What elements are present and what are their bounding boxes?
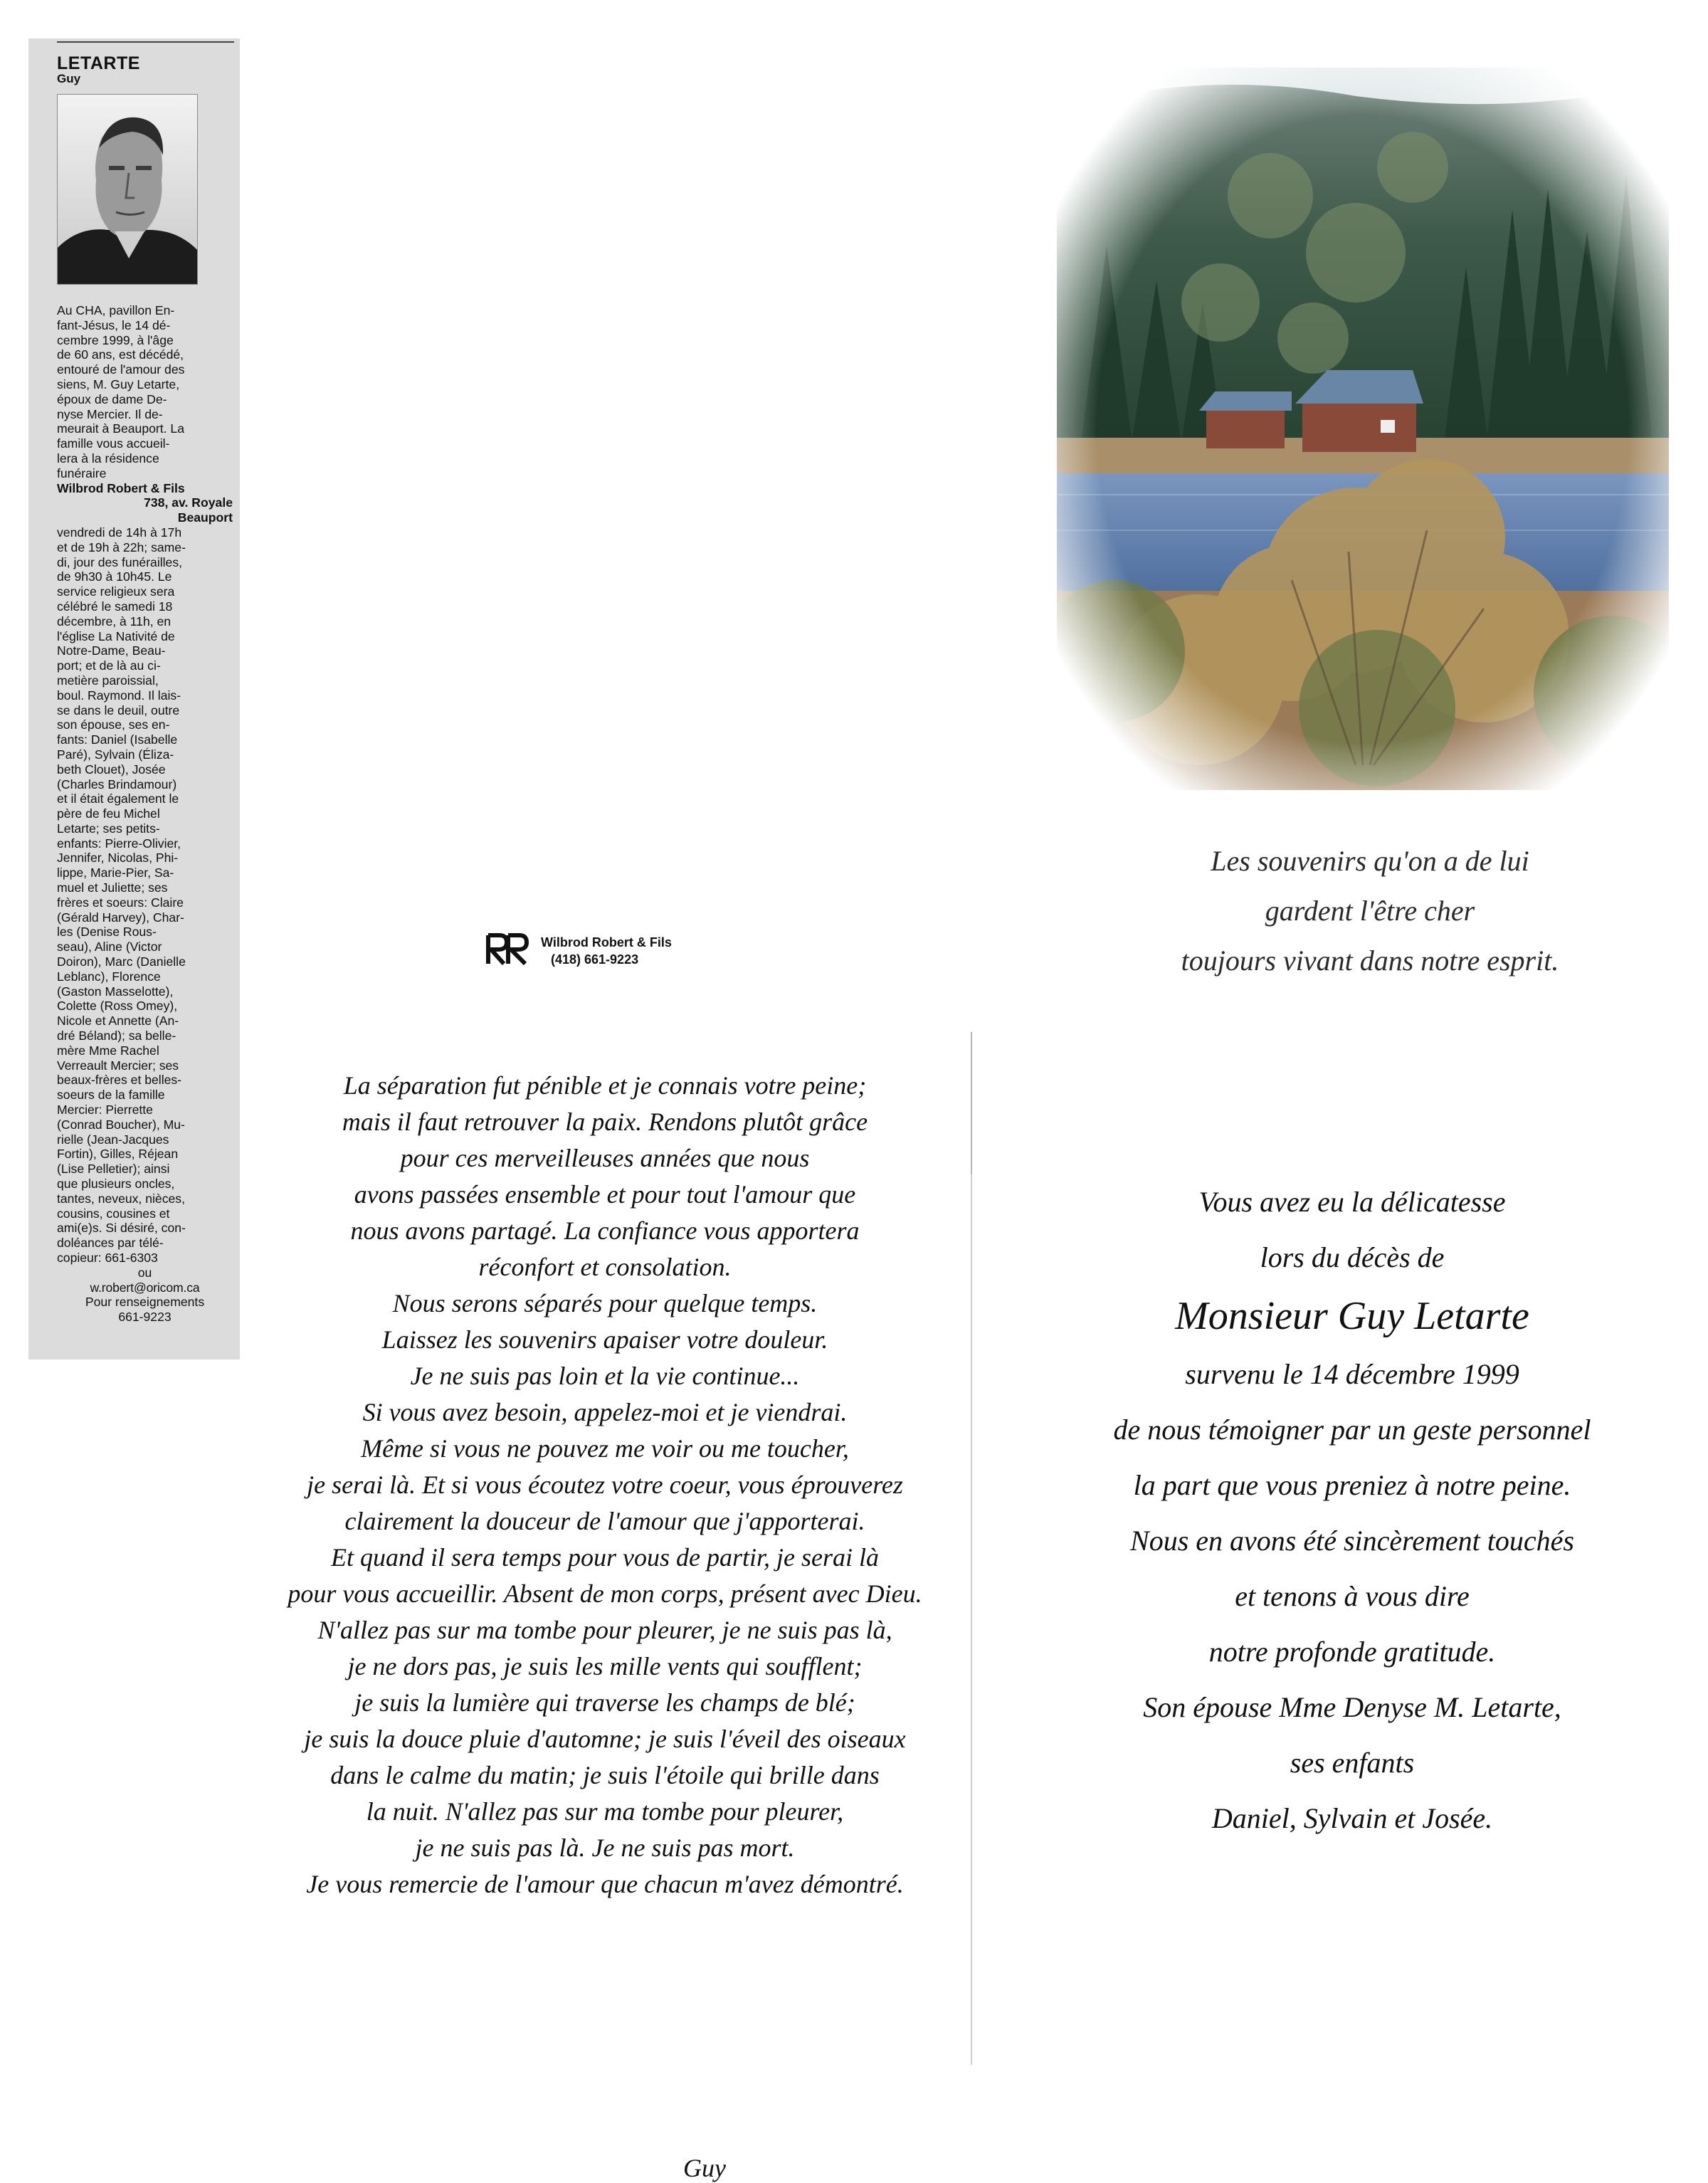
- obituary-line: fant-Jésus, le 14 dé-: [57, 317, 171, 332]
- obituary-line: ami(e)s. Si désiré, con-: [57, 1221, 186, 1236]
- obituary-line: que plusieurs oncles,: [57, 1177, 175, 1192]
- obituary-line: Nicole et Annette (An-: [57, 1014, 179, 1029]
- obituary-line: fants: Daniel (Isabelle: [57, 732, 178, 747]
- obituary-line: son épouse, ses en-: [57, 717, 170, 732]
- poem-line: mais il faut retrouver la paix. Rendons plutôt grâce: [342, 1108, 868, 1136]
- poem-line: la nuit. N'allez pas sur ma tombe pour pleurer,: [366, 1797, 844, 1826]
- poem-line: Si vous avez besoin, appelez-moi et je viendrai.: [362, 1398, 848, 1426]
- obituary-line: seau), Aline (Victor: [57, 940, 162, 954]
- obituary-line: funéraire: [57, 465, 107, 480]
- obituary-line: Mercier: Pierrette: [57, 1103, 153, 1117]
- poem-line: Nous serons séparés pour quelque temps.: [392, 1289, 818, 1317]
- obituary-line: soeurs de la famille: [57, 1088, 165, 1103]
- obituary-line: époux de dame De-: [57, 391, 167, 406]
- obituary-line: enfants: Pierre-Olivier,: [57, 836, 181, 851]
- obituary-line: cousins, cousines et: [57, 1206, 170, 1221]
- obituary-contact-or: ou: [137, 1265, 152, 1280]
- rr-monogram-icon: [485, 932, 529, 967]
- clipping-top-rule: [57, 41, 234, 43]
- poem-line: avons passées ensemble et pour tout l'amour que: [354, 1180, 856, 1209]
- obituary-line: (Conrad Boucher), Mu-: [57, 1117, 185, 1132]
- obituary-line: metière paroissial,: [57, 673, 159, 688]
- thanks-line: de nous témoigner par un geste personnel: [1113, 1414, 1591, 1446]
- obituary-funeral-home-city: Beauport: [177, 510, 233, 525]
- obituary-surname: LETARTE: [57, 53, 140, 73]
- obituary-line: décembre, à 11h, en: [57, 614, 172, 628]
- obituary-line: lera à la résidence: [57, 451, 159, 465]
- obituary-funeral-home-street: 738, av. Royale: [144, 495, 233, 510]
- funeral-home-logo: [485, 932, 699, 971]
- poem-line: Je vous remercie de l'amour que chacun m'avez démontré.: [306, 1870, 904, 1898]
- obituary-line: lippe, Marie-Pier, Sa-: [57, 866, 174, 880]
- obituary-line: port; et de là au ci-: [57, 658, 161, 673]
- obituary-line: nyse Mercier. Il de-: [57, 406, 163, 421]
- poem-signature: Guy: [683, 2154, 726, 2182]
- obituary-contact-email: w.robert@oricom.ca: [90, 1280, 200, 1295]
- funeral-home-name: Wilbrod Robert & Fils: [541, 935, 672, 950]
- obituary-given-name: Guy: [57, 72, 81, 85]
- obituary-line: de 9h30 à 10h45. Le: [57, 569, 172, 584]
- poem-lines: [214, 1068, 996, 1903]
- obituary-line: (Lise Pelletier); ainsi: [57, 1162, 170, 1177]
- obituary-line: service religieux sera: [57, 584, 175, 599]
- obituary-line: Leblanc), Florence: [57, 969, 161, 984]
- obituary-line: beth Clouet), Josée: [57, 762, 166, 777]
- thank-you-message: [1025, 1174, 1680, 1846]
- obituary-line: père de feu Michel: [57, 806, 160, 821]
- obituary-line: Fortin), Gilles, Réjean: [57, 1147, 179, 1162]
- obituary-line: doléances par télé-: [57, 1236, 164, 1251]
- obituary-line: rielle (Jean-Jacques: [57, 1132, 169, 1147]
- obituary-line: boul. Raymond. Il lais-: [57, 688, 181, 703]
- poem-line: pour vous accueillir. Absent de mon corps, présent avec Dieu.: [288, 1579, 922, 1608]
- obituary-line: siens, M. Guy Letarte,: [57, 377, 180, 391]
- quote-line: toujours vivant dans notre esprit.: [1181, 945, 1559, 977]
- obituary-line: Colette (Ross Omey),: [57, 999, 178, 1014]
- card-fold-shadow: [971, 1032, 972, 1174]
- farewell-poem: [214, 1068, 996, 2182]
- obituary-line: Verreault Mercier; ses: [57, 1058, 179, 1073]
- poem-line: je ne suis pas là. Je ne suis pas mort.: [415, 1834, 795, 1862]
- obituary-line: Jennifer, Nicolas, Phi-: [57, 851, 179, 866]
- poem-line: réconfort et consolation.: [478, 1253, 732, 1281]
- poem-line: je suis la lumière qui traverse les champs de blé;: [354, 1688, 855, 1717]
- card-fold-line: [971, 1032, 972, 2065]
- poem-line: La séparation fut pénible et je connais votre peine;: [343, 1071, 867, 1100]
- obituary-text: [57, 303, 233, 1325]
- obituary-line: (Charles Brindamour): [57, 777, 177, 791]
- poem-line: Laissez les souvenirs apaiser votre douleur.: [381, 1325, 828, 1354]
- poem-line: Je ne suis pas loin et la vie continue...: [410, 1362, 800, 1390]
- thanks-line: lors du décès de: [1260, 1241, 1445, 1273]
- obituary-line: di, jour des funérailles,: [57, 554, 183, 569]
- thanks-line: Vous avez eu la délicatesse: [1198, 1186, 1506, 1218]
- thanks-line: notre profonde gratitude.: [1208, 1636, 1496, 1668]
- lake-cabin-photo: [1057, 68, 1669, 790]
- thanks-line: Nous en avons été sincèrement touchés: [1130, 1525, 1574, 1557]
- poem-line: N'allez pas sur ma tombe pour pleurer, je ne suis pas là,: [317, 1616, 892, 1644]
- poem-line: clairement la douceur de l'amour que j'apporterai.: [344, 1507, 865, 1535]
- thanks-line: survenu le 14 décembre 1999: [1185, 1358, 1519, 1390]
- obituary-line: beaux-frères et belles-: [57, 1073, 182, 1088]
- memorial-quote: [1068, 836, 1672, 986]
- obituary-line: muel et Juliette; ses: [57, 880, 168, 895]
- obituary-line: cembre 1999, à l'âge: [57, 332, 174, 347]
- obituary-funeral-home-name: Wilbrod Robert & Fils: [57, 480, 185, 495]
- obituary-line: Doiron), Marc (Danielle: [57, 954, 186, 969]
- obituary-line: Letarte; ses petits-: [57, 821, 160, 836]
- obituary-line: Paré), Sylvain (Éliza-: [57, 747, 174, 762]
- obituary-line: dré Béland); sa belle-: [57, 1029, 176, 1043]
- obituary-text-continued: [57, 525, 233, 1266]
- obituary-line: et de 19h à 22h; same-: [57, 540, 186, 554]
- obituary-line: entouré de l'amour des: [57, 362, 185, 377]
- poem-line: je suis la douce pluie d'automne; je suis l'éveil des oiseaux: [304, 1725, 906, 1753]
- obituary-line: l'église La Nativité de: [57, 628, 175, 643]
- obituary-portrait-photo: [57, 94, 198, 285]
- obituary-line: copieur: 661-6303: [57, 1251, 158, 1265]
- thanks-line: ses enfants: [1290, 1747, 1415, 1779]
- thanks-line: Son épouse Mme Denyse M. Letarte,: [1143, 1691, 1561, 1723]
- poem-line: Et quand il sera temps pour vous de partir, je serai là: [331, 1543, 879, 1572]
- obituary-line: vendredi de 14h à 17h: [57, 525, 182, 540]
- poem-line: pour ces merveilleuses années que nous: [400, 1144, 810, 1172]
- funeral-home-phone: (418) 661-9223: [551, 952, 639, 967]
- obituary-line: (Gérald Harvey), Char-: [57, 910, 184, 925]
- thanks-line: la part que vous preniez à notre peine.: [1133, 1469, 1571, 1501]
- poem-line: je serai là. Et si vous écoutez votre coeur, vous éprouverez: [307, 1471, 903, 1499]
- thanks-line: Daniel, Sylvain et Josée.: [1211, 1802, 1493, 1834]
- poem-line: dans le calme du matin; je suis l'étoile qui brille dans: [330, 1761, 880, 1789]
- obituary-line: famille vous accueil-: [57, 436, 170, 451]
- poem-line: je ne dors pas, je suis les mille vents qui soufflent;: [347, 1652, 863, 1680]
- obituary-contact-info-label: Pour renseignements: [85, 1295, 205, 1310]
- quote-line: Les souvenirs qu'on a de lui: [1211, 845, 1529, 877]
- obituary-line: Notre-Dame, Beau-: [57, 643, 166, 658]
- obituary-line: mère Mme Rachel: [57, 1043, 159, 1058]
- poem-line: nous avons partagé. La confiance vous apportera: [350, 1216, 860, 1245]
- obituary-line: tantes, neveux, nièces,: [57, 1191, 185, 1206]
- thanks-line: et tenons à vous dire: [1235, 1580, 1470, 1612]
- obituary-line: célébré le samedi 18: [57, 599, 173, 614]
- deceased-name: Monsieur Guy Letarte: [1175, 1294, 1529, 1338]
- obituary-line: (Gaston Masselotte),: [57, 984, 174, 999]
- obituary-line: se dans le deuil, outre: [57, 703, 180, 717]
- obituary-contact-phone: 661-9223: [118, 1310, 172, 1325]
- obituary-line: frères et soeurs: Claire: [57, 895, 184, 910]
- poem-line: Même si vous ne pouvez me voir ou me toucher,: [361, 1434, 849, 1463]
- quote-line: gardent l'être cher: [1265, 895, 1475, 927]
- obituary-line: meurait à Beauport. La: [57, 421, 184, 436]
- obituary-line: et il était également le: [57, 791, 179, 806]
- obituary-line: de 60 ans, est décédé,: [57, 347, 184, 362]
- obituary-line: Au CHA, pavillon En-: [57, 303, 175, 317]
- obituary-line: les (Denise Rous-: [57, 925, 157, 940]
- obituary-clipping: [28, 38, 240, 1359]
